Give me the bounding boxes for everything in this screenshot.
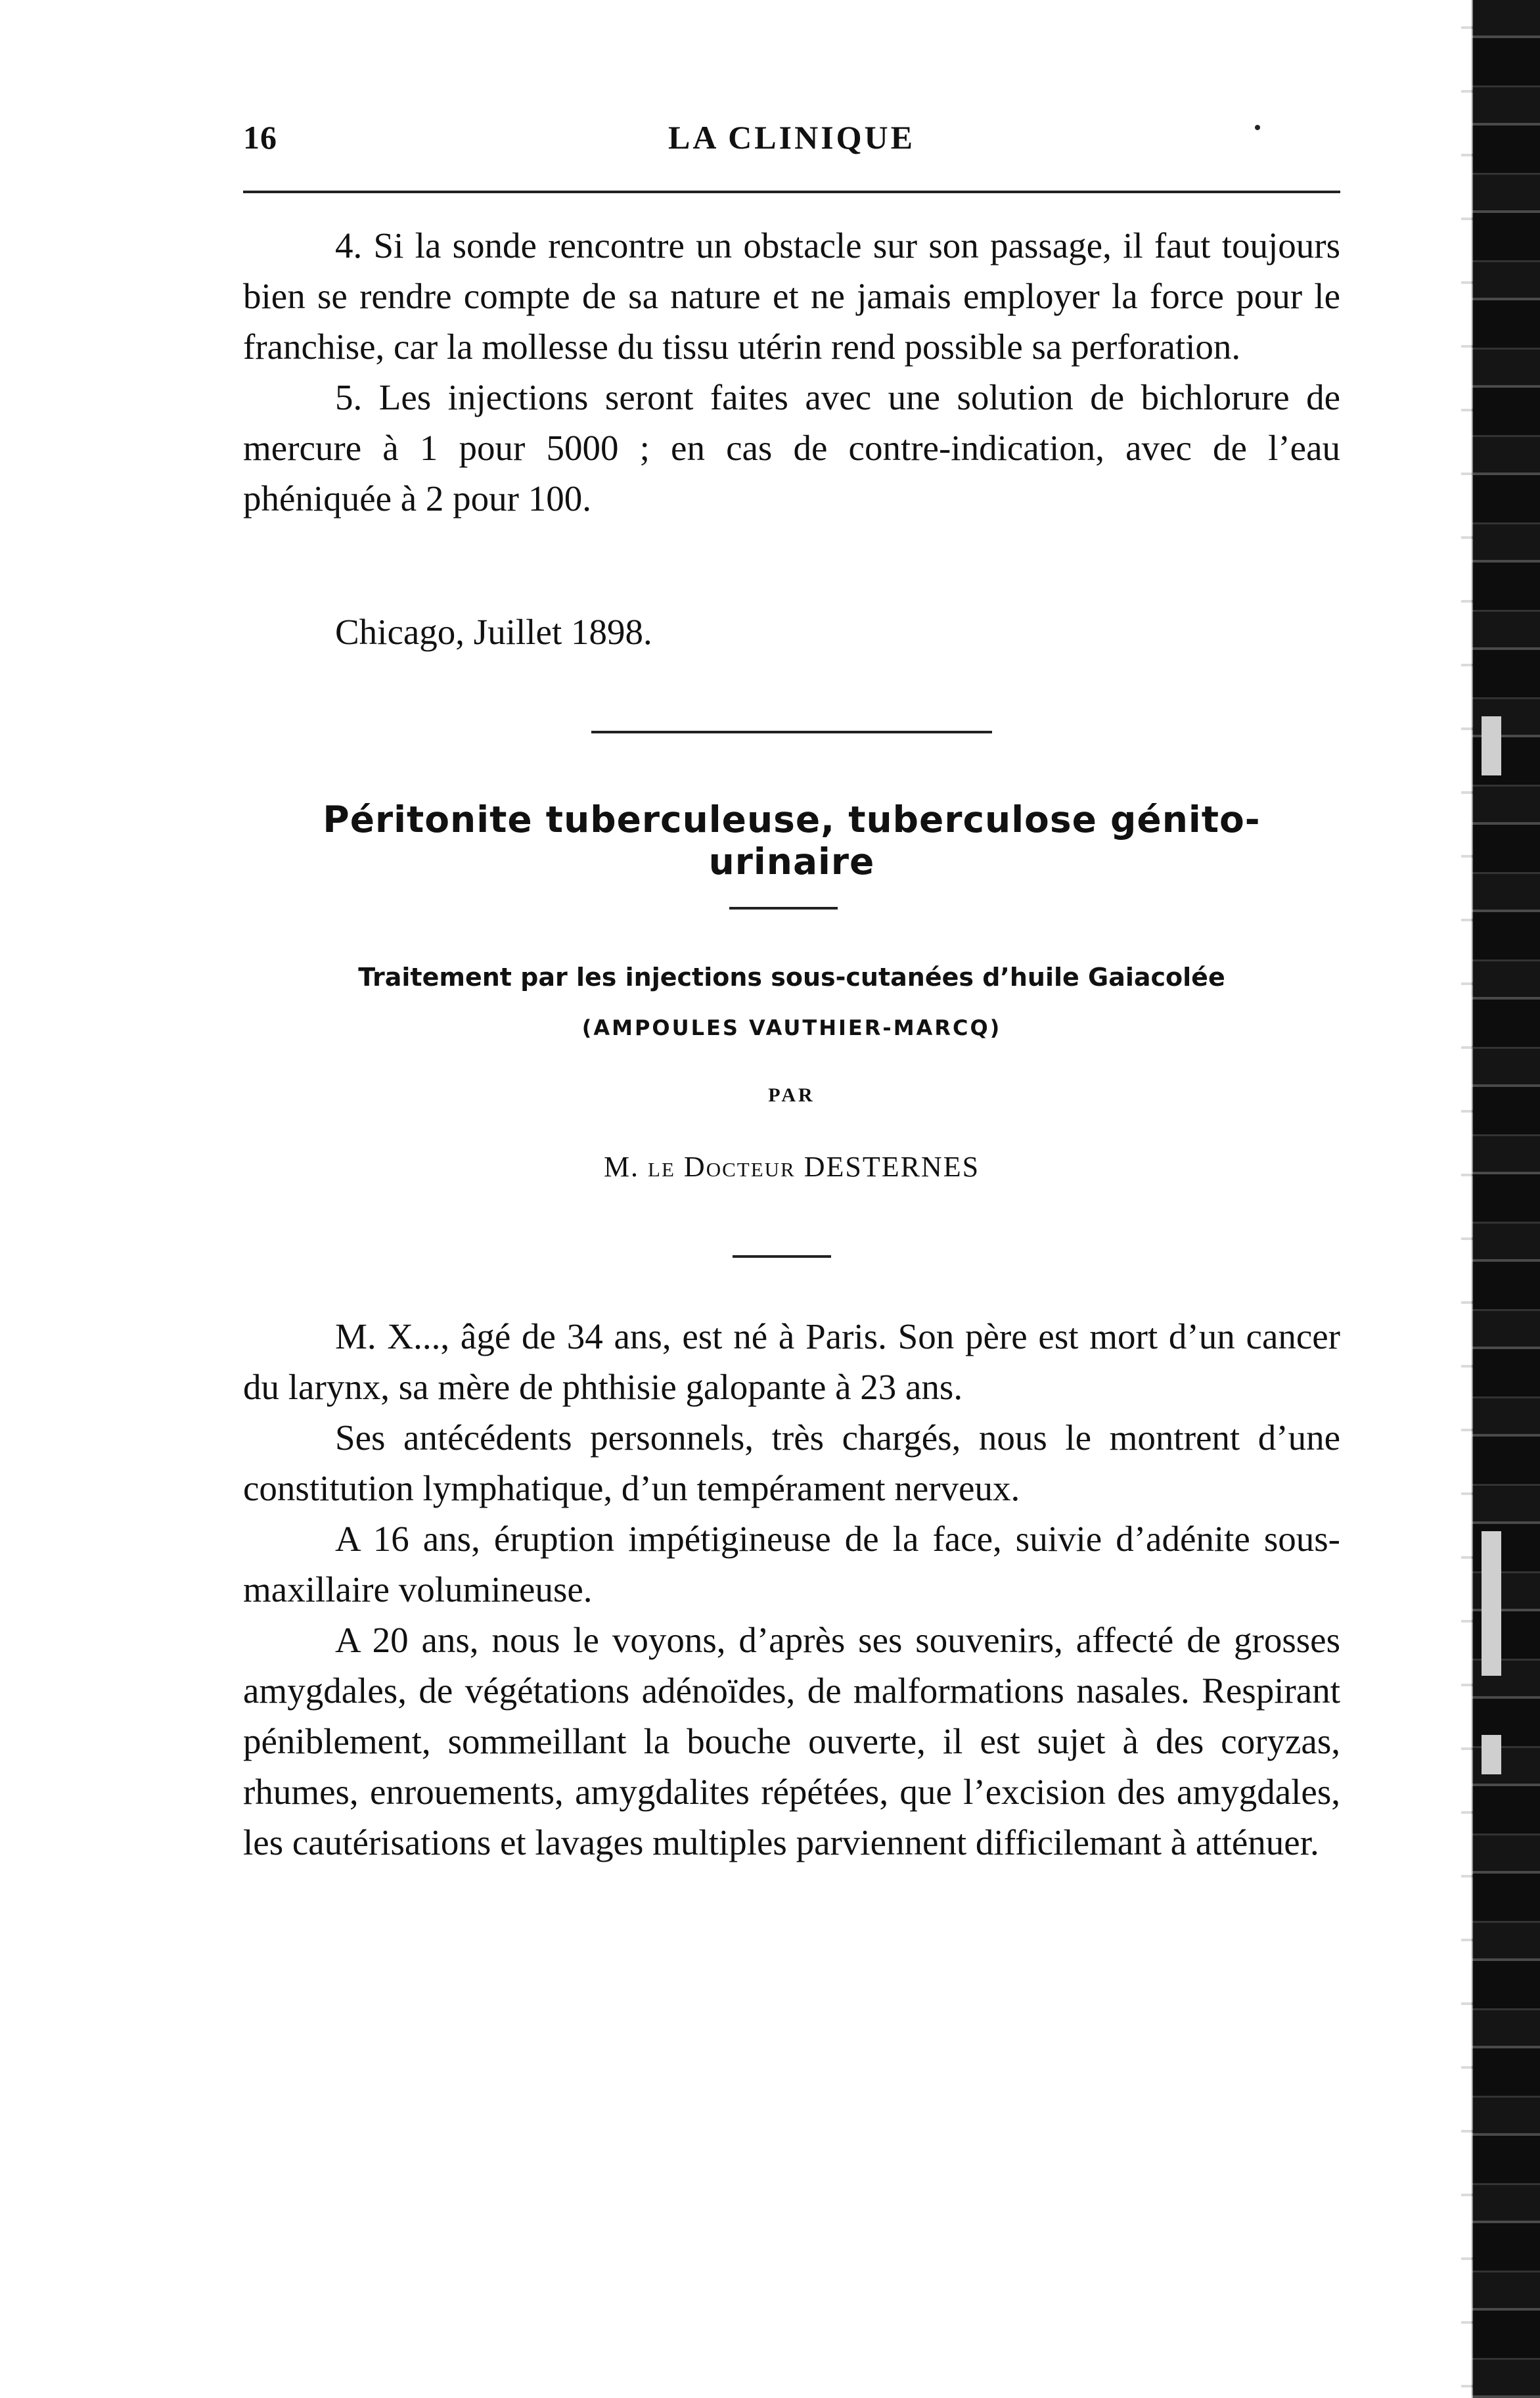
title-divider [729, 907, 838, 910]
article-subtitle-product: (AMPOULES VAUTHIER-MARCQ) [581, 1015, 1002, 1040]
scan-binding-highlight [1482, 1531, 1501, 1676]
paragraph: M. X..., âgé de 34 ans, est né à Paris. Son père est mort d’un cancer du larynx, sa mère de phthisie galopante à 23 ans. [243, 1316, 1340, 1407]
section-divider [591, 731, 992, 733]
scan-binding-shadow [1461, 0, 1473, 2398]
continuation-text [243, 220, 1340, 524]
paragraph: A 16 ans, éruption impétigineuse de la face, suivie d’adénite sous-maxillaire volumineuse. [243, 1519, 1340, 1609]
paragraph: 4. Si la sonde rencontre un obstacle sur son passage, il faut toujours bien se rendre compte de sa nature et ne jamais employer la force pour le franchise, car la mollesse du tissu utérin rend possible sa perforation. [243, 225, 1340, 367]
page-number: 16 [243, 119, 277, 156]
author-divider [733, 1255, 831, 1258]
author-name: M. le Docteur DESTERNES [603, 1151, 980, 1183]
paragraph: 5. Les injections seront faites avec une solution de bichlorure de mercure à 1 pour 5000 ; en cas de contre-indication, avec de l’eau phéniquée à 2 pour 100. [243, 377, 1340, 519]
print-speck [1255, 125, 1260, 130]
article-subtitle: Traitement par les injections sous-cutanées d’huile Gaiacolée [358, 963, 1225, 992]
scan-binding-highlight [1482, 1735, 1501, 1774]
paragraph: A 20 ans, nous le voyons, d’après ses souvenirs, affecté de grosses amygdales, de végétations adénoïdes, de malformations nasales. Respirant péniblement, sommeillant la bouche ouverte, il est sujet à des coryzas, rhumes, enrouements, amygdalites répétées, que l’excision des amygdales, les cautérisations et lavages multiples parviennent difficilemant à atténuer. [243, 1620, 1340, 1862]
place-date: Chicago, Juillet 1898. [335, 612, 652, 652]
scan-binding-edge [1472, 0, 1540, 2398]
paragraph: Ses antécédents personnels, très chargés, nous le montrent d’une constitution lymphatique, d’un tempérament nerveux. [243, 1418, 1340, 1508]
page-header [243, 118, 1340, 164]
running-title: LA CLINIQUE [668, 119, 916, 156]
document-page [243, 0, 1340, 2398]
article-body [243, 1311, 1340, 1868]
header-rule [243, 191, 1340, 193]
byline-label: PAR [768, 1084, 815, 1106]
scan-binding-highlight [1482, 716, 1501, 775]
article-title: Péritonite tuberculeuse, tuberculose génito-urinaire [323, 798, 1261, 883]
